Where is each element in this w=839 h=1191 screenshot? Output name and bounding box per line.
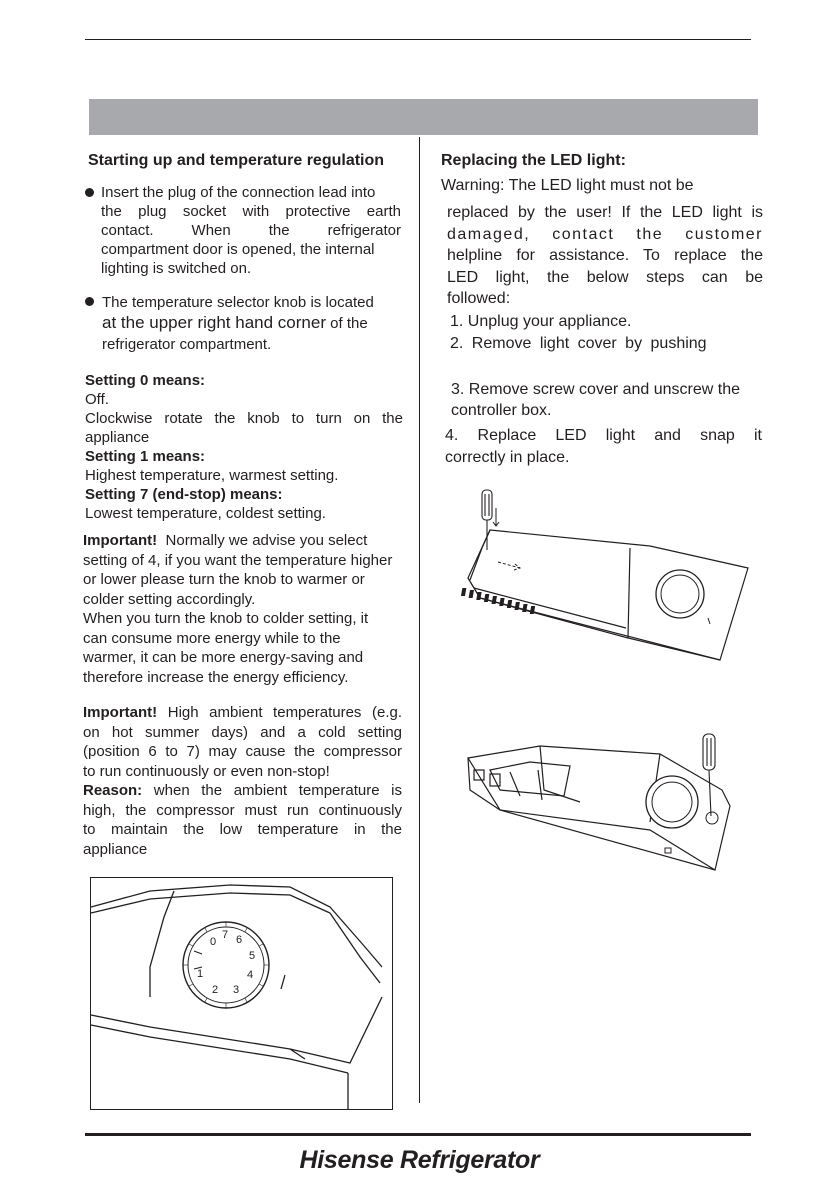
knob-number-5: 5: [248, 950, 256, 962]
knob-icon-inner: [661, 575, 699, 613]
knob-number-7: 7: [221, 929, 229, 941]
text-line: damaged, contact the customer: [447, 225, 763, 243]
text-line: appliance: [83, 840, 148, 858]
knob-number-1: 1: [196, 968, 204, 980]
step-1: 1. Unplug your appliance.: [450, 313, 632, 330]
step-3: [451, 379, 781, 421]
knob-number-6: 6: [235, 934, 243, 946]
text-line: to run continuously or even non-stop!: [83, 762, 330, 780]
text-line: setting of 4, if you want the temperature higher: [83, 551, 393, 569]
text-line: colder setting accordingly.: [83, 590, 256, 608]
step-4: [445, 425, 762, 469]
important-label: Important!: [83, 704, 158, 721]
text-line: LED light, the below steps can be: [447, 268, 763, 286]
controller-box-outline: [468, 530, 748, 660]
header-bar: [89, 99, 758, 135]
left-heading: Starting up and temperature regulation: [88, 152, 385, 169]
text-line: refrigerator compartment.: [102, 336, 272, 353]
screwdriver-icon: [482, 490, 492, 550]
text-line: compartment door is opened, the internal: [101, 241, 375, 258]
knob-number-4: 4: [246, 969, 254, 981]
text-line: can consume more energy while to the: [83, 629, 341, 647]
column-divider: [419, 137, 420, 1103]
text-line: (position 6 to 7) may cause the compressor: [83, 743, 402, 760]
text-line: followed:: [447, 290, 511, 307]
screw-hole-icon: [706, 812, 718, 824]
text-line: Lowest temperature, coldest setting.: [85, 505, 326, 522]
light-cover-illustration: [460, 488, 755, 673]
text-line: at the upper right hand corner: [102, 313, 326, 332]
warning-paragraph: [447, 202, 763, 310]
text-line: or lower please turn the knob to warmer or: [83, 571, 365, 588]
bullet-dot: [85, 188, 94, 197]
text-line: lighting is switched on.: [101, 260, 252, 277]
text-line: replaced by the user! If the LED light is: [447, 204, 763, 221]
text-line: Highest temperature, warmest setting.: [85, 467, 339, 484]
text-line: 3. Remove screw cover and unscrew the: [451, 381, 741, 398]
reason-label: Reason:: [83, 782, 143, 799]
text-line: correctly in place.: [445, 449, 570, 466]
text-line: of the: [330, 315, 368, 332]
arrow-right-icon: [498, 562, 520, 570]
setting-1-label: Setting 1 means:: [85, 448, 206, 465]
text-line: high, the compressor must run continuously: [83, 801, 402, 819]
controller-box-illustration: [460, 730, 755, 872]
text-line: Insert the plug of the connection lead into: [101, 184, 376, 201]
text-line: When you turn the knob to colder setting, it: [83, 610, 369, 627]
latch-icon: [665, 848, 671, 853]
text-line: contact. When the refrigerator: [101, 222, 401, 239]
step-2: 2. Remove light cover by pushing: [450, 335, 707, 352]
bullet-paragraph-plug: [101, 183, 401, 278]
knob-number-3: 3: [232, 984, 240, 996]
text-line: helpline for assistance. To replace the: [447, 247, 763, 264]
screwdriver-icon: [703, 734, 715, 816]
top-rule: [85, 39, 751, 40]
bullet-paragraph-knob: [102, 293, 404, 354]
text-line: Off.: [85, 391, 109, 408]
knob-icon-inner: [652, 782, 692, 822]
text-line: therefore increase the energy efficiency.: [83, 668, 349, 686]
arrow-down-icon: [493, 508, 499, 526]
setting-0-label: Setting 0 means:: [85, 372, 206, 389]
important-label: Important!: [83, 532, 158, 549]
important-ambient-block: [83, 703, 402, 859]
knob-number-0: 0: [209, 936, 217, 948]
text-line: when the ambient temperature is: [153, 782, 402, 799]
important-energy-block: [83, 531, 415, 687]
text-line: appliance: [85, 429, 150, 446]
text-line: The temperature selector knob is located: [102, 294, 374, 311]
text-line: to maintain the low temperature in the: [83, 821, 402, 838]
footer-brand: Hisense Refrigerator: [299, 1146, 540, 1174]
knob-marker: [708, 618, 710, 624]
bottom-rule: [85, 1133, 751, 1136]
text-line: High ambient temperatures (e.g.: [167, 704, 402, 721]
text-line: controller box.: [451, 402, 552, 419]
right-heading: Replacing the LED light:: [441, 152, 626, 169]
steps-1-2: [450, 311, 740, 355]
text-line: Clockwise rotate the knob to turn on the: [85, 410, 403, 427]
text-line: warmer, it can be more energy-saving and: [83, 649, 364, 666]
warning-line: Warning: The LED light must not be: [441, 177, 694, 194]
knob-number-2: 2: [211, 984, 219, 996]
text-line: on hot summer days) and a cold setting: [83, 723, 402, 741]
knob-illustration: [90, 877, 393, 1110]
settings-block: [85, 371, 403, 523]
setting-7-label: Setting 7 (end-stop) means:: [85, 486, 283, 503]
bullet-dot: [85, 297, 94, 306]
text-line: Normally we advise you select: [165, 532, 368, 549]
text-line: the plug socket with protective earth: [101, 203, 401, 220]
text-line: 4. Replace LED light and snap it: [445, 427, 762, 444]
